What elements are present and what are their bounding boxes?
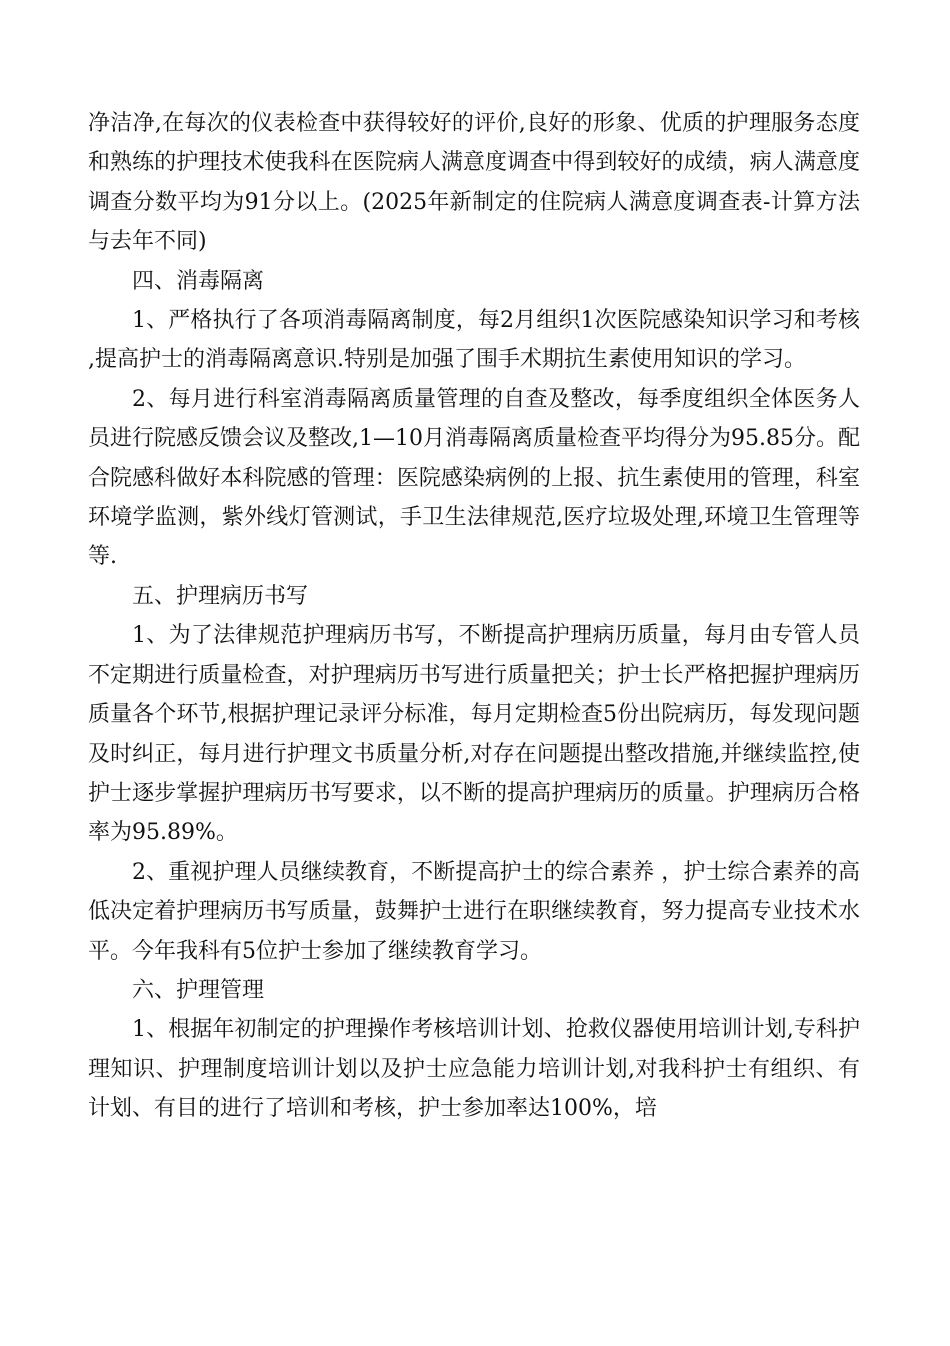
section-heading-records: 五、护理病历书写 <box>132 583 309 609</box>
paragraph-records-2: 2、重视护理人员继续教育，不断提高护士的综合素养 ，护士综合素养的高低决定着护理病历书写质量，鼓舞护士进行在职继续教育，努力提高专业技术水平。今年我科有5位护士参加了继续教育学习。 <box>88 859 860 964</box>
section-heading-management: 六、护理管理 <box>132 977 265 1003</box>
document-page <box>88 104 860 1129</box>
paragraph-satisfaction-continuation: 净洁净,在每次的仪表检查中获得较好的评价,良好的形象、优质的护理服务态度和熟练的护理技术使我科在医院病人满意度调查中得到较好的成绩，病人满意度调查分数平均为91分以上。(2025年新制定的住院病人满意度调查表-计算方法与去年不同) <box>88 111 860 255</box>
paragraph-management-1: 1、根据年初制定的护理操作考核培训计划、抢救仪器使用培训计划,专科护理知识、护理制度培训计划以及护士应急能力培训计划,对我科护士有组织、有计划、有目的进行了培训和考核，护士参加率达100%，培 <box>88 1017 860 1122</box>
paragraph-disinfection-2: 2、每月进行科室消毒隔离质量管理的自查及整改，每季度组织全体医务人员进行院感反馈会议及整改,1—10月消毒隔离质量检查平均得分为95.85分。配合院感科做好本科院感的管理：医院感染病例的上报、抗生素使用的管理，科室环境学监测，紫外线灯管测试，手卫生法律规范,医疗垃圾处理,环境卫生管理等等. <box>88 386 860 570</box>
paragraph-records-1: 1、为了法律规范护理病历书写，不断提高护理病历质量，每月由专管人员不定期进行质量检查，对护理病历书写进行质量把关；护士长严格把握护理病历质量各个环节,根据护理记录评分标准，每月定期检查5份出院病历，每发现问题及时纠正，每月进行护理文书质量分析,对存在问题提出整改措施,并继续监控,使护士逐步掌握护理病历书写要求，以不断的提高护理病历的质量。护理病历合格率为95.89%。 <box>88 623 860 846</box>
section-heading-disinfection: 四、消毒隔离 <box>132 268 265 294</box>
paragraph-disinfection-1: 1、严格执行了各项消毒隔离制度，每2月组织1次医院感染知识学习和考核,提高护士的消毒隔离意识.特别是加强了围手术期抗生素使用知识的学习。 <box>88 308 860 373</box>
